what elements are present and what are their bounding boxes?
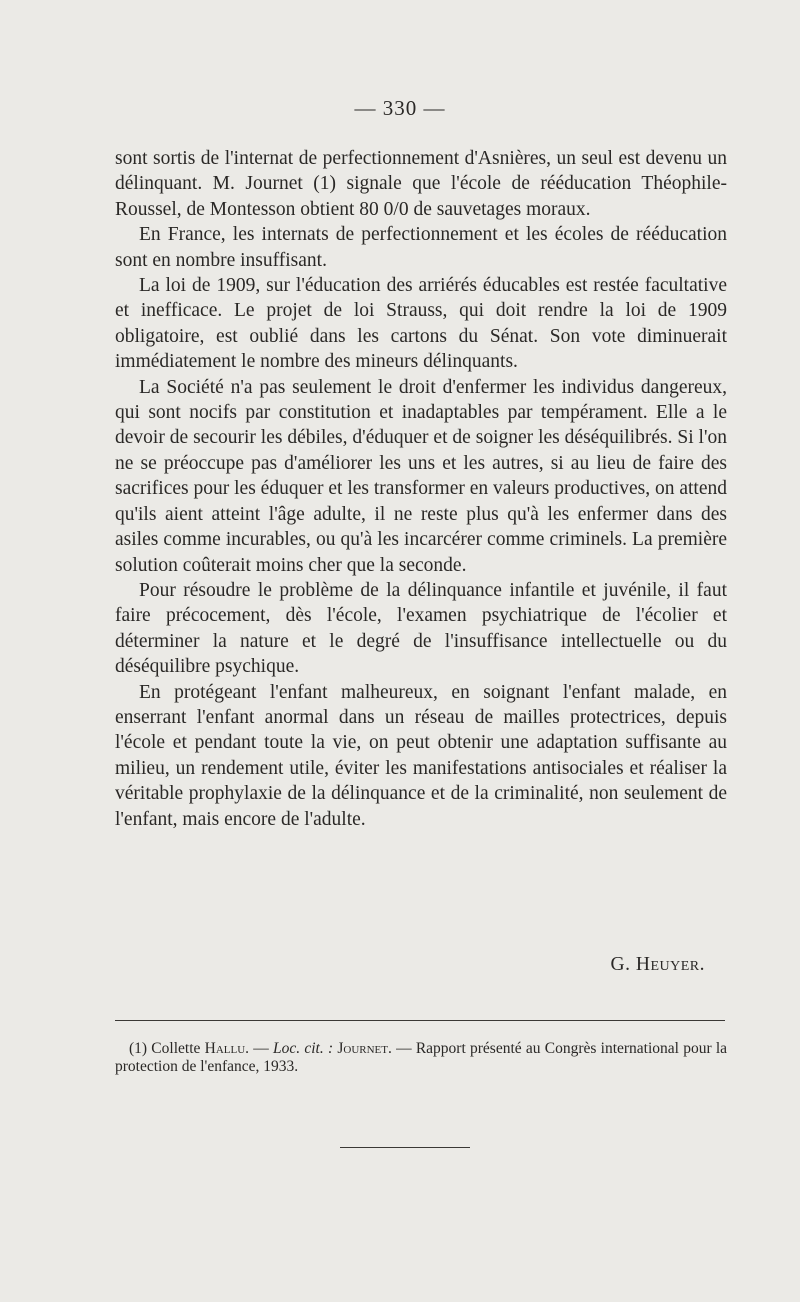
paragraph: Pour résoudre le problème de la délinquance infantile et juvénile, il faut faire précocement, dès l'école, l'examen psychiatrique de l'écolier et déterminer la nature et le degré de l'insuffisance intellectuelle ou du déséquilibre psychique. (115, 579, 727, 678)
footnote-loc-cit: Loc. cit. : (273, 1040, 334, 1057)
footnote-reference: Rapport présenté au Congrès international pour la protection de l'enfance, 1933. (115, 1040, 728, 1075)
footnote-marker: (1) Collette (129, 1040, 201, 1057)
page-number: — 330 — (354, 96, 446, 120)
author-signature (115, 954, 705, 976)
footnote-divider (115, 1020, 725, 1021)
footnote-separator: — (391, 1040, 416, 1057)
paragraph: En protégeant l'enfant malheureux, en soignant l'enfant malade, en enserrant l'enfant anormal dans un réseau de mailles protectrices, depuis l'école et pendant toute la vie, on peut obtenir une adaptation suffisante au milieu, un rendement utile, éviter les manifestations antisociales et réaliser la véritable prophylaxie de la délinquance et de la criminalité, non seulement de l'enfant, mais encore de l'adulte. (115, 681, 727, 830)
signature-surname: Heuyer. (635, 954, 705, 975)
footnote-author: Hallu. (204, 1040, 250, 1057)
paragraph: En France, les internats de perfectionnement et les écoles de rééducation sont en nombre insuffisant. (115, 224, 727, 271)
signature-initial: G. (610, 954, 631, 975)
footnote (115, 1040, 727, 1076)
body-text (115, 146, 727, 832)
footnote-text (115, 1040, 727, 1076)
paragraph: La Société n'a pas seulement le droit d'enfermer les individus dangereux, qui sont nocifs par constitution et inadaptables par tempérament. Elle a le devoir de secourir les débiles, d'éduquer et de soigner les déséquilibrés. Si l'on ne se préoccupe pas d'améliorer les uns et les autres, si au lieu de faire des sacrifices pour les éduquer et les transformer en valeurs productives, on attend qu'ils aient atteint l'âge adulte, il ne reste plus qu'à les enfermer dans des asiles comme incurables, ou qu'à les incarcérer comme criminels. La première solution coûterait moins cher que la seconde. (115, 376, 727, 576)
footnote-separator: — (249, 1040, 273, 1057)
paragraph: sont sortis de l'internat de perfectionnement d'Asnières, un seul est devenu un délinquant. M. Journet (1) signale que l'école de rééducation Théophile-Roussel, de Montesson obtient 80 0/0 de sauvetages moraux. (115, 148, 727, 220)
end-divider (340, 1147, 470, 1148)
footnote-author2: Journet. (337, 1040, 392, 1057)
paragraph: La loi de 1909, sur l'éducation des arriérés éducables est restée facultative et inefficace. Le projet de loi Strauss, qui doit rendre la loi de 1909 obligatoire, est oublié dans les cartons du Sénat. Son vote diminuerait immédiatement le nombre des mineurs délinquants. (115, 275, 727, 373)
